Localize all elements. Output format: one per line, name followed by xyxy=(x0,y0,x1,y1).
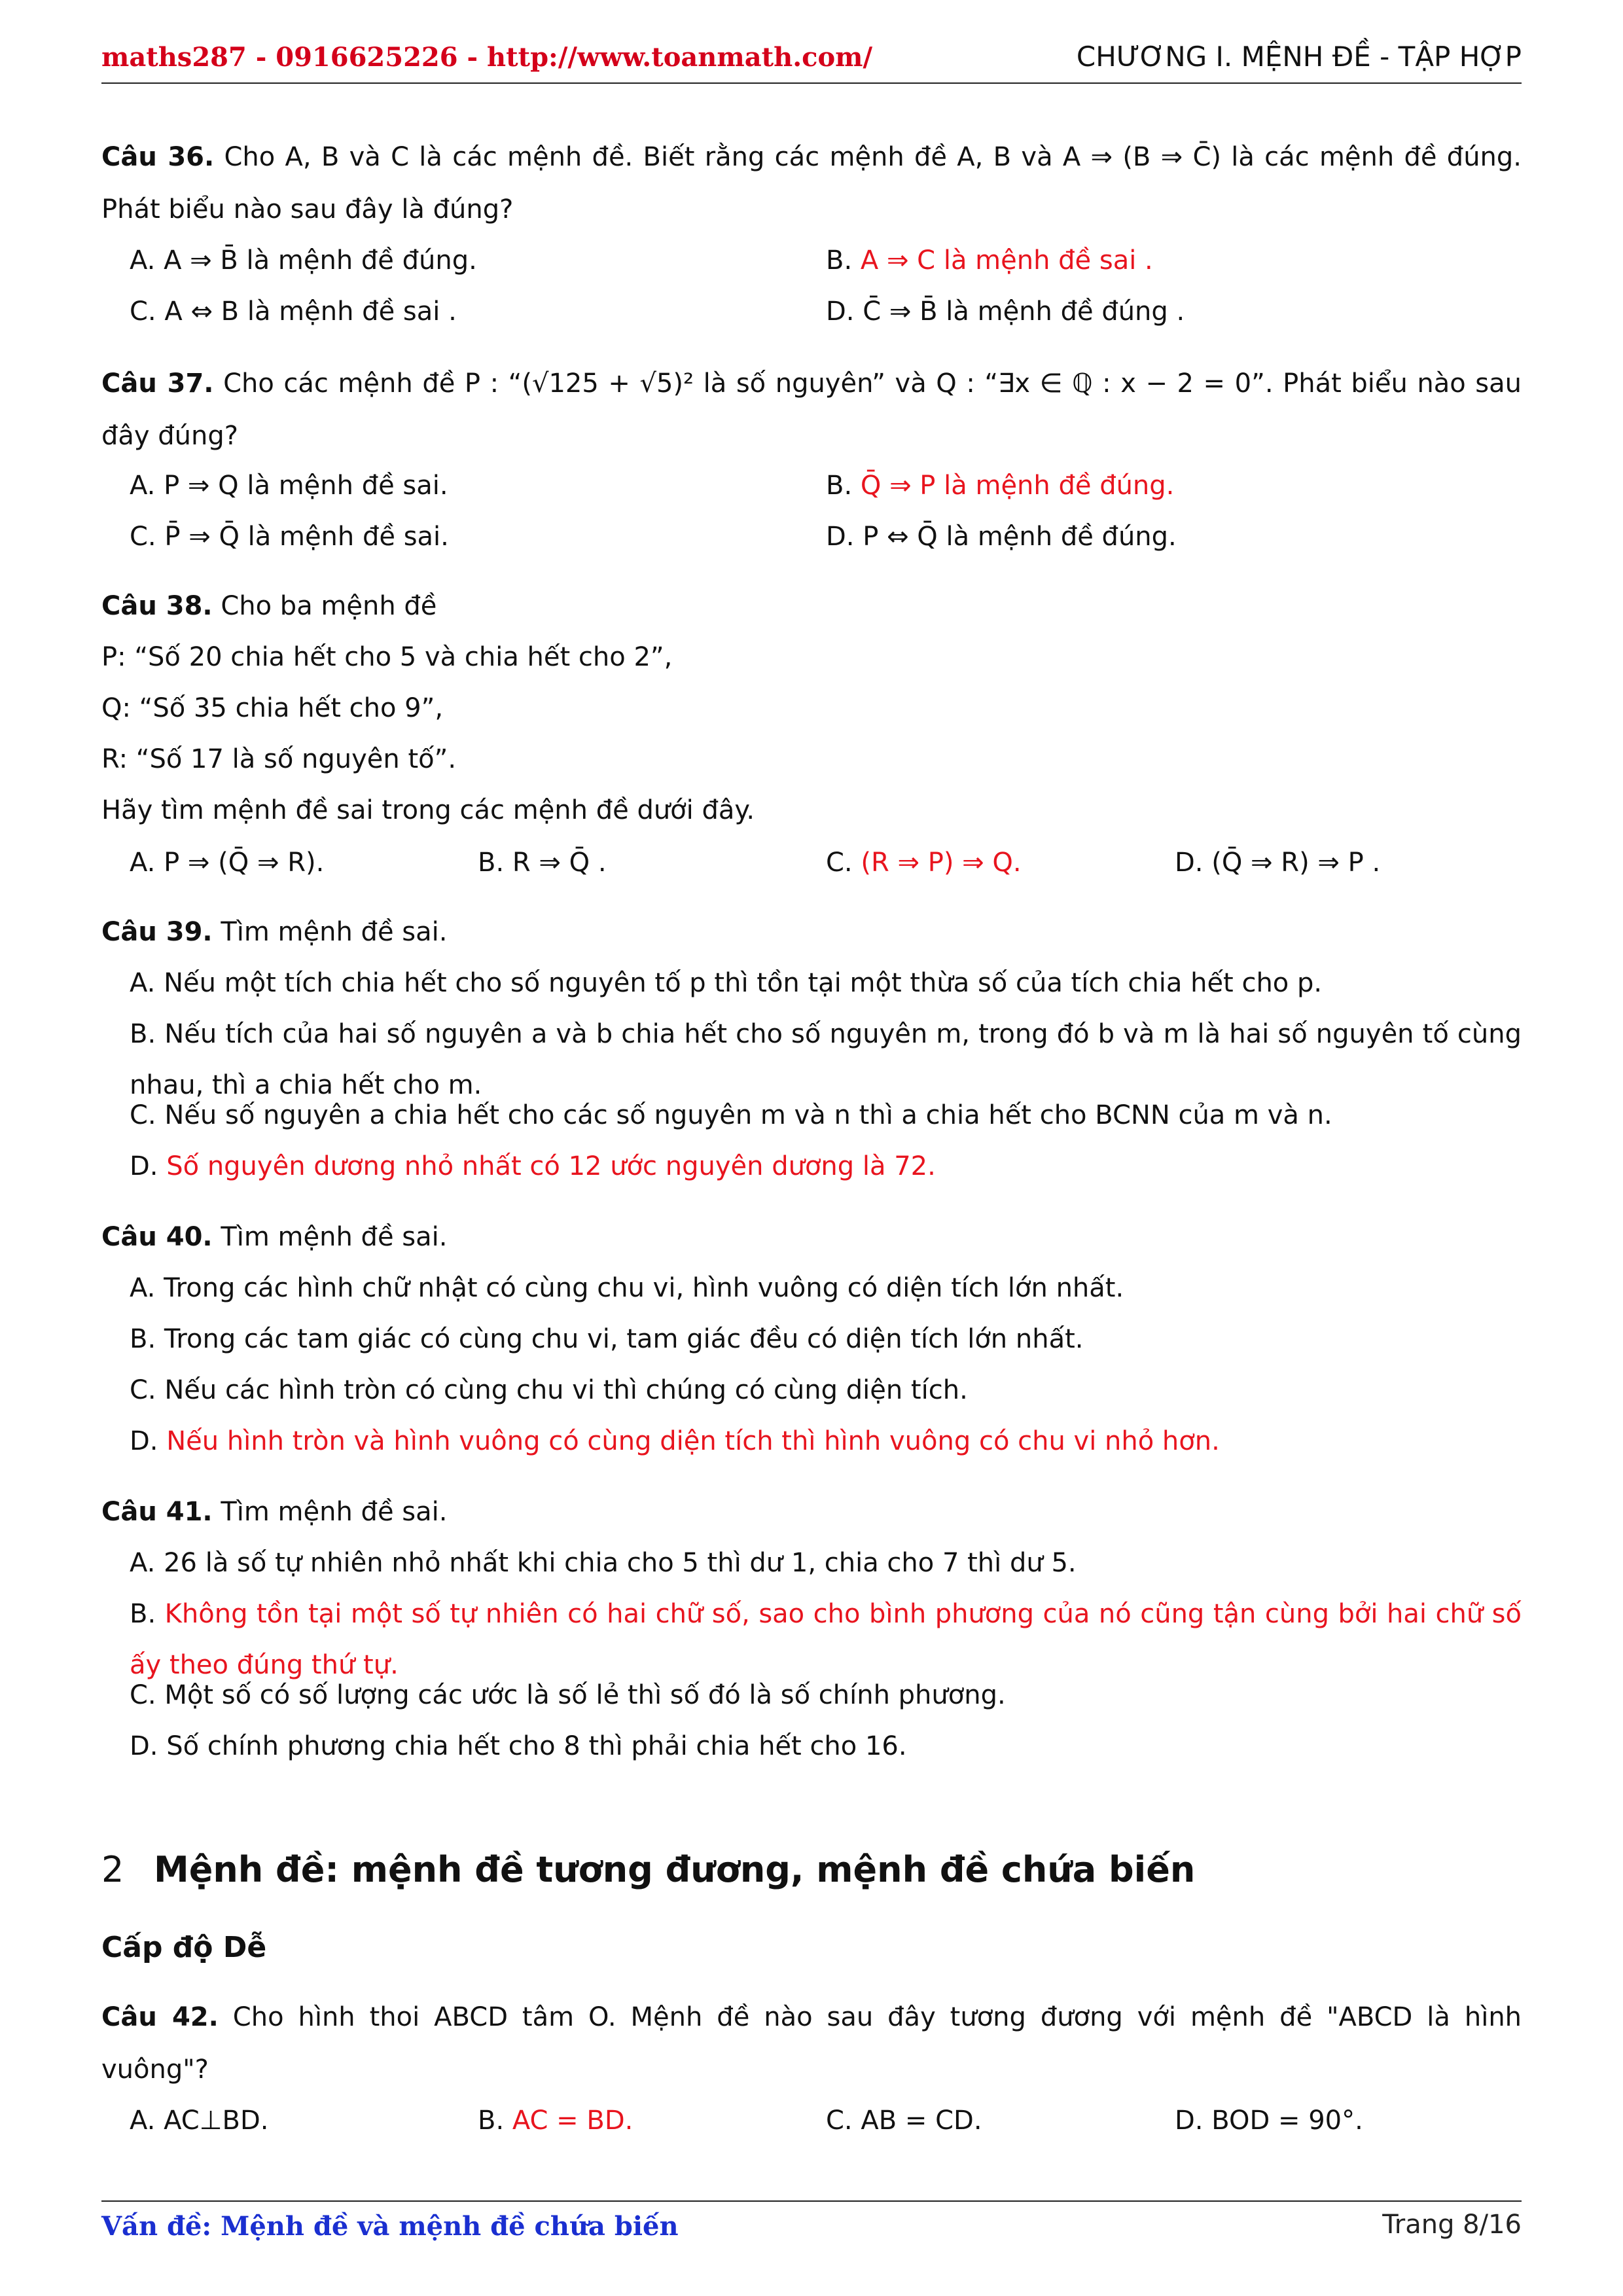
q39-option-c: C. Nếu số nguyên a chia hết cho các số nguyên m và n thì a chia hết cho BCNN của m và n. xyxy=(130,1100,1332,1130)
q37-option-a: A. P ⇒ Q là mệnh đề sai. xyxy=(130,471,448,501)
footer-divider xyxy=(101,2200,1522,2202)
section-heading: 2 Mệnh đề: mệnh đề tương đương, mệnh đề chứa biến xyxy=(101,1849,1196,1890)
q37-option-d: D. P ⇔ Q̄ là mệnh đề đúng. xyxy=(826,522,1177,552)
q37-option-b: B. Q̄ ⇒ P là mệnh đề đúng. xyxy=(826,471,1175,501)
q42-option-c: C. AB = CD. xyxy=(826,2106,982,2136)
q36-option-b: B. A ⇒ C là mệnh đề sai . xyxy=(826,245,1153,276)
q41-option-b-line2: ấy theo đúng thứ tự. xyxy=(130,1650,399,1680)
header-source: maths287 - 0916625226 - http://www.toanmath.com/ xyxy=(101,42,873,73)
q40-option-c: C. Nếu các hình tròn có cùng chu vi thì chúng có cùng diện tích. xyxy=(130,1375,968,1405)
header-chapter: CHƯƠNG I. MỆNH ĐỀ - TẬP HỢP xyxy=(1076,41,1522,73)
q41-option-b-line1: B. Không tồn tại một số tự nhiên có hai chữ số, sao cho bình phương của nó cũng tận cùng bởi hai chữ số xyxy=(130,1599,1522,1629)
q39-option-d: D. Số nguyên dương nhỏ nhất có 12 ước nguyên dương là 72. xyxy=(130,1151,936,1181)
q39-option-b-line2: nhau, thì a chia hết cho m. xyxy=(130,1070,482,1100)
q38-question: Hãy tìm mệnh đề sai trong các mệnh đề dưới đây. xyxy=(101,795,755,825)
q36-option-c: C. A ⇔ B là mệnh đề sai . xyxy=(130,296,457,327)
q37-stem-line2: đây đúng? xyxy=(101,421,239,451)
q41-option-d: D. Số chính phương chia hết cho 8 thì phải chia hết cho 16. xyxy=(130,1731,907,1761)
q36-stem-line2: Phát biểu nào sau đây là đúng? xyxy=(101,194,514,224)
q37-option-c: C. P̄ ⇒ Q̄ là mệnh đề sai. xyxy=(130,522,449,552)
q42-option-b: B. AC = BD. xyxy=(478,2106,633,2136)
q38-statement-q: Q: “Số 35 chia hết cho 9”, xyxy=(101,693,444,723)
header-divider xyxy=(101,82,1522,84)
q38-statement-r: R: “Số 17 là số nguyên tố”. xyxy=(101,744,457,774)
q38-option-b: B. R ⇒ Q̄ . xyxy=(478,848,607,878)
q39-stem: Câu 39. Tìm mệnh đề sai. xyxy=(101,917,448,947)
q42-stem-line2: vuông"? xyxy=(101,2054,209,2085)
q41-option-a: A. 26 là số tự nhiên nhỏ nhất khi chia cho 5 thì dư 1, chia cho 7 thì dư 5. xyxy=(130,1548,1077,1578)
q41-option-c: C. Một số có số lượng các ước là số lẻ thì số đó là số chính phương. xyxy=(130,1680,1006,1710)
q42-option-a: A. AC⊥BD. xyxy=(130,2106,269,2136)
q38-stem: Câu 38. Cho ba mệnh đề xyxy=(101,591,437,621)
q36-option-a: A. A ⇒ B̄ là mệnh đề đúng. xyxy=(130,245,477,276)
footer-topic: Vấn đề: Mệnh đề và mệnh đề chứa biến xyxy=(101,2211,679,2242)
q38-option-c: C. (R ⇒ P) ⇒ Q. xyxy=(826,848,1022,878)
page-number: Trang 8/16 xyxy=(1382,2210,1522,2240)
q40-option-d: D. Nếu hình tròn và hình vuông có cùng diện tích thì hình vuông có chu vi nhỏ hơn. xyxy=(130,1426,1220,1456)
q39-option-a: A. Nếu một tích chia hết cho số nguyên tố p thì tồn tại một thừa số của tích chia hết cho p. xyxy=(130,968,1323,998)
q41-stem: Câu 41. Tìm mệnh đề sai. xyxy=(101,1497,448,1527)
q40-option-b: B. Trong các tam giác có cùng chu vi, tam giác đều có diện tích lớn nhất. xyxy=(130,1324,1084,1354)
q38-option-a: A. P ⇒ (Q̄ ⇒ R). xyxy=(130,848,325,878)
q36-stem-line1: Câu 36. Cho A, B và C là các mệnh đề. Biết rằng các mệnh đề A, B và A ⇒ (B ⇒ C̄) là các mệnh đề đúng. xyxy=(101,142,1522,172)
subsection-heading: Cấp độ Dễ xyxy=(101,1931,267,1964)
q39-option-b-line1: B. Nếu tích của hai số nguyên a và b chia hết cho số nguyên m, trong đó b và m là hai số nguyên tố cùng xyxy=(130,1019,1522,1049)
q42-stem-line1: Câu 42. Cho hình thoi ABCD tâm O. Mệnh đề nào sau đây tương đương với mệnh đề "ABCD là hình xyxy=(101,2002,1522,2032)
q36-option-d: D. C̄ ⇒ B̄ là mệnh đề đúng . xyxy=(826,296,1185,327)
q40-stem: Câu 40. Tìm mệnh đề sai. xyxy=(101,1222,448,1252)
q38-option-d: D. (Q̄ ⇒ R) ⇒ P . xyxy=(1175,848,1381,878)
q42-option-d: D. BOD = 90°. xyxy=(1175,2106,1363,2136)
q40-option-a: A. Trong các hình chữ nhật có cùng chu vi, hình vuông có diện tích lớn nhất. xyxy=(130,1273,1124,1303)
q38-statement-p: P: “Số 20 chia hết cho 5 và chia hết cho 2”, xyxy=(101,642,673,672)
q37-stem-line1: Câu 37. Cho các mệnh đề P : “(√125 + √5)² là số nguyên” và Q : “∃x ∈ ℚ : x − 2 = 0”. Phát biểu nào sau xyxy=(101,368,1522,399)
